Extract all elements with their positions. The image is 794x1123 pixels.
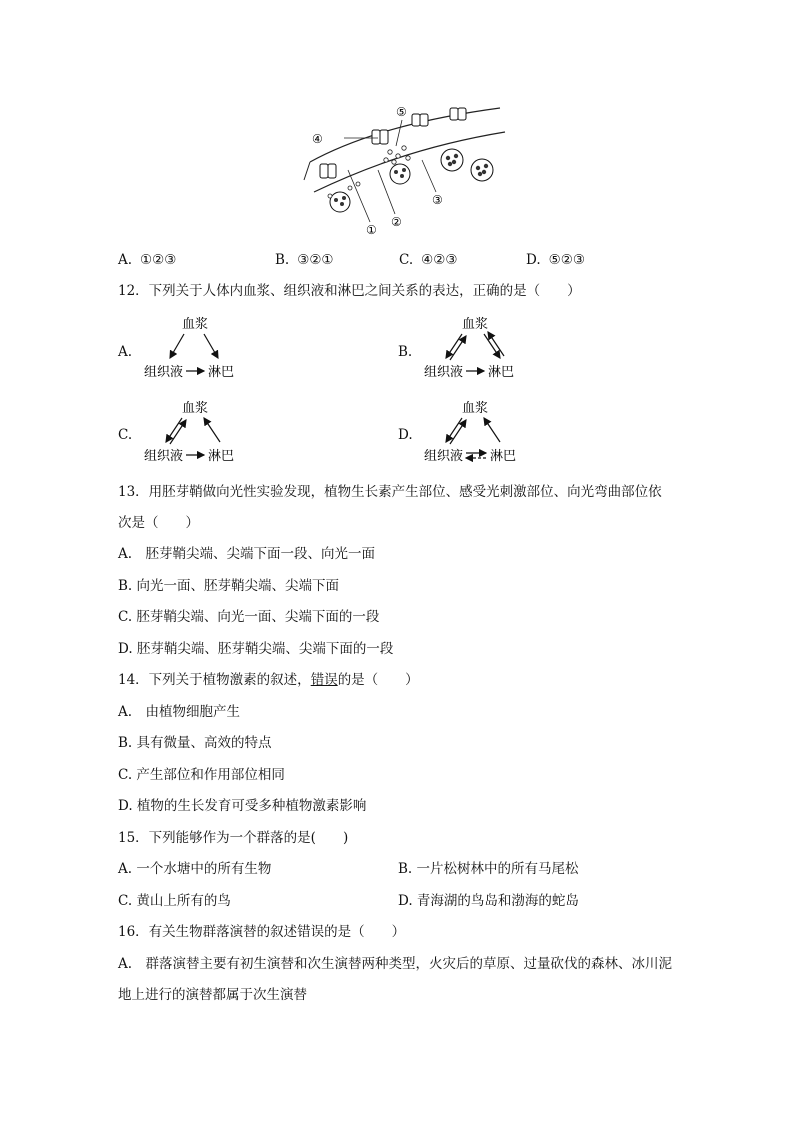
q12-option-b-label[interactable]: B.	[398, 344, 413, 360]
label-1: ①	[366, 223, 377, 237]
q13-option-b[interactable]: B. 向光一面、胚芽鞘尖端、尖端下面	[118, 578, 340, 594]
svg-text:组织液: 组织液	[144, 449, 184, 464]
q14-option-b[interactable]: B. 具有微量、高效的特点	[118, 735, 272, 751]
q16-option-a-line1[interactable]: A. 群落演替主要有初生演替和次生演替两种类型，火灾后的草原、过量砍伐的森林、冰川泥	[118, 956, 673, 972]
svg-text:淋巴: 淋巴	[208, 449, 235, 464]
svg-text:组织液: 组织液	[424, 449, 464, 464]
q15-stem: 15．下列能够作为一个群落的是( )	[118, 830, 349, 846]
svg-text:淋巴: 淋巴	[208, 365, 235, 380]
q12-option-c-label[interactable]: C.	[118, 427, 133, 443]
q14-option-d[interactable]: D. 植物的生长发育可受多种植物激素影响	[118, 798, 367, 814]
q13-stem-line2: 次是（ ）	[118, 515, 199, 531]
svg-text:血浆: 血浆	[462, 401, 489, 416]
svg-text:淋巴: 淋巴	[488, 365, 515, 380]
q15-option-c[interactable]: C. 黄山上所有的鸟	[118, 893, 231, 909]
svg-text:组织液: 组织液	[424, 365, 464, 380]
q14-option-a[interactable]: A. 由植物细胞产生	[118, 704, 241, 720]
q11-option-d[interactable]: D. ⑤②③	[526, 252, 585, 268]
q14-option-c[interactable]: C. 产生部位和作用部位相同	[118, 767, 285, 783]
q15-option-a[interactable]: A. 一个水塘中的所有生物	[118, 861, 272, 877]
q12-diagram-d	[420, 396, 540, 468]
svg-text:血浆: 血浆	[182, 401, 209, 416]
label-5: ⑤	[396, 105, 407, 119]
svg-text:组织液: 组织液	[144, 365, 184, 380]
q16-stem: 16．有关生物群落演替的叙述错误的是（ ）	[118, 924, 406, 940]
q15-option-d[interactable]: D. 青海湖的鸟岛和渤海的蛇岛	[398, 893, 579, 909]
svg-text:淋巴: 淋巴	[490, 449, 517, 464]
q13-option-d[interactable]: D. 胚芽鞘尖端、胚芽鞘尖端、尖端下面的一段	[118, 641, 394, 657]
q16-option-a-line2: 地上进行的演替都属于次生演替	[118, 987, 307, 1003]
q14-stem: 14．下列关于植物激素的叙述，错误的是（ ）	[118, 672, 419, 688]
synapse-figure	[300, 100, 520, 238]
svg-text:血浆: 血浆	[182, 317, 209, 332]
label-4: ④	[312, 132, 323, 146]
label-3: ③	[432, 193, 443, 207]
q11-option-b[interactable]: B. ③②①	[275, 252, 334, 268]
q14-underlined-word: 错误	[310, 672, 338, 688]
q12-stem: 12．下列关于人体内血浆、组织液和淋巴之间关系的表达，正确的是（ ）	[118, 283, 581, 299]
q12-option-d-label[interactable]: D.	[398, 427, 413, 443]
q12-diagram-c	[140, 396, 260, 468]
q15-option-b[interactable]: B. 一片松树林中的所有马尾松	[398, 861, 579, 877]
q13-option-a[interactable]: A. 胚芽鞘尖端、尖端下面一段、向光一面	[118, 546, 376, 562]
q12-option-a-label[interactable]: A.	[118, 344, 133, 360]
q12-diagram-b	[420, 312, 540, 384]
q13-option-c[interactable]: C. 胚芽鞘尖端、向光一面、尖端下面的一段	[118, 609, 380, 625]
svg-text:血浆: 血浆	[462, 317, 489, 332]
label-2: ②	[391, 215, 402, 229]
q11-option-c[interactable]: C. ④②③	[399, 252, 458, 268]
q11-option-a[interactable]: A. ①②③	[118, 252, 177, 268]
q12-diagram-a	[140, 312, 260, 384]
q13-stem-line1: 13．用胚芽鞘做向光性实验发现，植物生长素产生部位、感受光刺激部位、向光弯曲部位依	[118, 484, 662, 500]
